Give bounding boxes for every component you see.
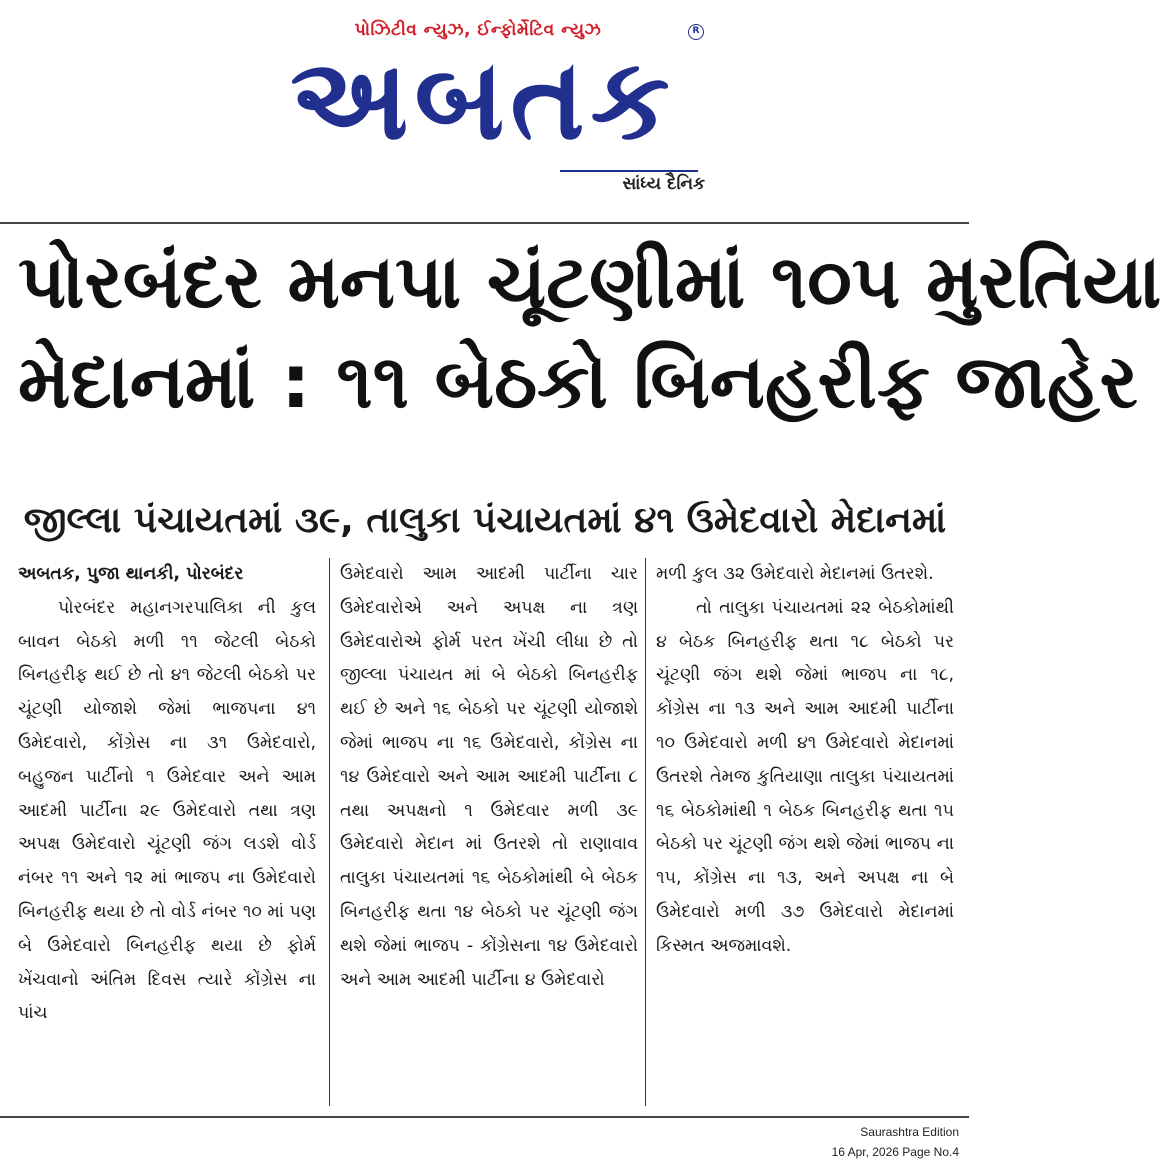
article-paragraph <box>18 592 316 1031</box>
bottom-divider <box>0 1116 969 1118</box>
column-divider <box>329 558 330 1106</box>
paragraph-text: તો તાલુકા પંચાયતમાં ૨૨ બેઠકોમાંથી ૪ બેઠક બિનહરીફ થતા ૧૮ બેઠકો પર ચૂંટણી જંગ થશે જેમાં ભાજપ ના ૧૮, કોંગ્રેસ ના ૧૩ અને આમ આદમી પાર્ટીના ૧૦ ઉમેદવારો મળી ૪૧ ઉમેદવારો મેદાનમાં ઉતરશે તેમજ કુતિયાણા તાલુકા પંચાયતમાં ૧૬ બેઠકોમાંથી ૧ બેઠક બિનહરીફ થતા ૧૫ બેઠકો પર ચૂંટણી જંગ થશે જેમાં ભાજપ ના ૧૫, કોંગ્રેસ ના ૧૩, અને અપક્ષ ના બે ઉમેદવારો મળી ૩૭ ઉમેદવારો મેદાનમાં કિસ્મત અજમાવશે. <box>656 597 954 956</box>
article-column-2 <box>340 558 638 1113</box>
paragraph-text: પોરબંદર મહાનગરપાલિકા ની કુલ બાવન બેઠકો મળી ૧૧ જેટલી બેઠકો બિનહરીફ થઈ છે તો ૪૧ જેટલી બેઠકો પર ચૂંટણી યોજાશે જેમાં ભાજપના ૪૧ ઉમેદવારો, કોંગ્રેસ ના ૩૧ ઉમેદવારો, બહુજન પાર્ટીનો ૧ ઉમેદવાર અને આમ આદમી પાર્ટીના ૨૯ ઉમેદવારો તથા ત્રણ અપક્ષ ઉમેદવારો ચૂંટણી જંગ લડશે વોર્ડ નંબર ૧૧ અને ૧૨ માં ભાજપ ના ઉમેદવારો બિનહરીફ થયા છે તો વોર્ડ નંબર ૧૦ માં પણ બે ઉમેદવારો બિનહરીફ થયા છે ફોર્મ ખેંચવાનો અંતિમ દિવસ ત્યારે કોંગ્રેસ ના પાંચ <box>18 597 316 1024</box>
headline-line-2: મેદાનમાં : ૧૧ બેઠકો બિનહરીફ જાહેર <box>18 339 1138 425</box>
masthead <box>0 0 969 222</box>
top-divider <box>0 222 969 224</box>
article-column-1 <box>18 558 316 1113</box>
column-divider <box>645 558 646 1106</box>
edition-label: Saurashtra Edition <box>860 1125 959 1139</box>
registered-mark-icon: R <box>688 24 704 40</box>
masthead-subtitle: સાંધ્ય દૈનિક <box>622 174 705 194</box>
article-paragraph: ઉમેદવારો આમ આદમી પાર્ટીના ચાર ઉમેદવારોએ અને અપક્ષ ના ત્રણ ઉમેદવારોએ ફોર્મ પરત ખેંચી લીધા છે તો જીલ્લા પંચાયત માં બે બેઠકો બિનહરીફ થઈ છે અને ૧૬ બેઠકો પર ચૂંટણી યોજાશે જેમાં ભાજપ ના ૧૬ ઉમેદવારો, કોંગ્રેસ ના ૧૪ ઉમેદવારો અને આમ આદમી પાર્ટીના ૮ તથા અપક્ષનો ૧ ઉમેદવાર મળી ૩૯ ઉમેદવારો મેદાન માં ઉતરશે તો રાણાવાવ તાલુકા પંચાયતમાં ૧૬ બેઠકોમાંથી બે બેઠક બિનહરીફ થતા ૧૪ બેઠકો પર ચૂંટણી જંગ થશે જેમાં ભાજપ - કોંગ્રેસના ૧૪ ઉમેદવારો અને આમ આદમી પાર્ટીના ૪ ઉમેદવારો <box>340 564 638 990</box>
article-column-3 <box>656 558 954 1113</box>
date-page-label: 16 Apr, 2026 Page No.4 <box>831 1145 959 1159</box>
logo-underline <box>560 170 698 172</box>
sub-headline: જીલ્લા પંચાયતમાં ૩૯, તાલુકા પંચાયતમાં ૪૧ ઉમેદવારો મેદાનમાં <box>23 500 947 541</box>
article-body <box>18 558 953 1113</box>
headline-line-1: પોરબંદર મનપા ચૂંટણીમાં ૧૦૫ મુરતિયા <box>18 239 1161 325</box>
article-byline: અબતક, પુજા થાનકી, પોરબંદર <box>18 564 244 584</box>
newspaper-logo: અબતક <box>290 35 676 165</box>
article-paragraph <box>656 592 954 964</box>
page-headline <box>18 232 1161 432</box>
article-paragraph: મળી કુલ ૩૨ ઉમેદવારો મેદાનમાં ઉતરશે. <box>656 564 934 584</box>
masthead-tagline: પોઝિટીવ ન્યુઝ, ઈન્ફોર્મેટિવ ન્યુઝ <box>354 20 602 40</box>
page-footer <box>832 1122 959 1162</box>
